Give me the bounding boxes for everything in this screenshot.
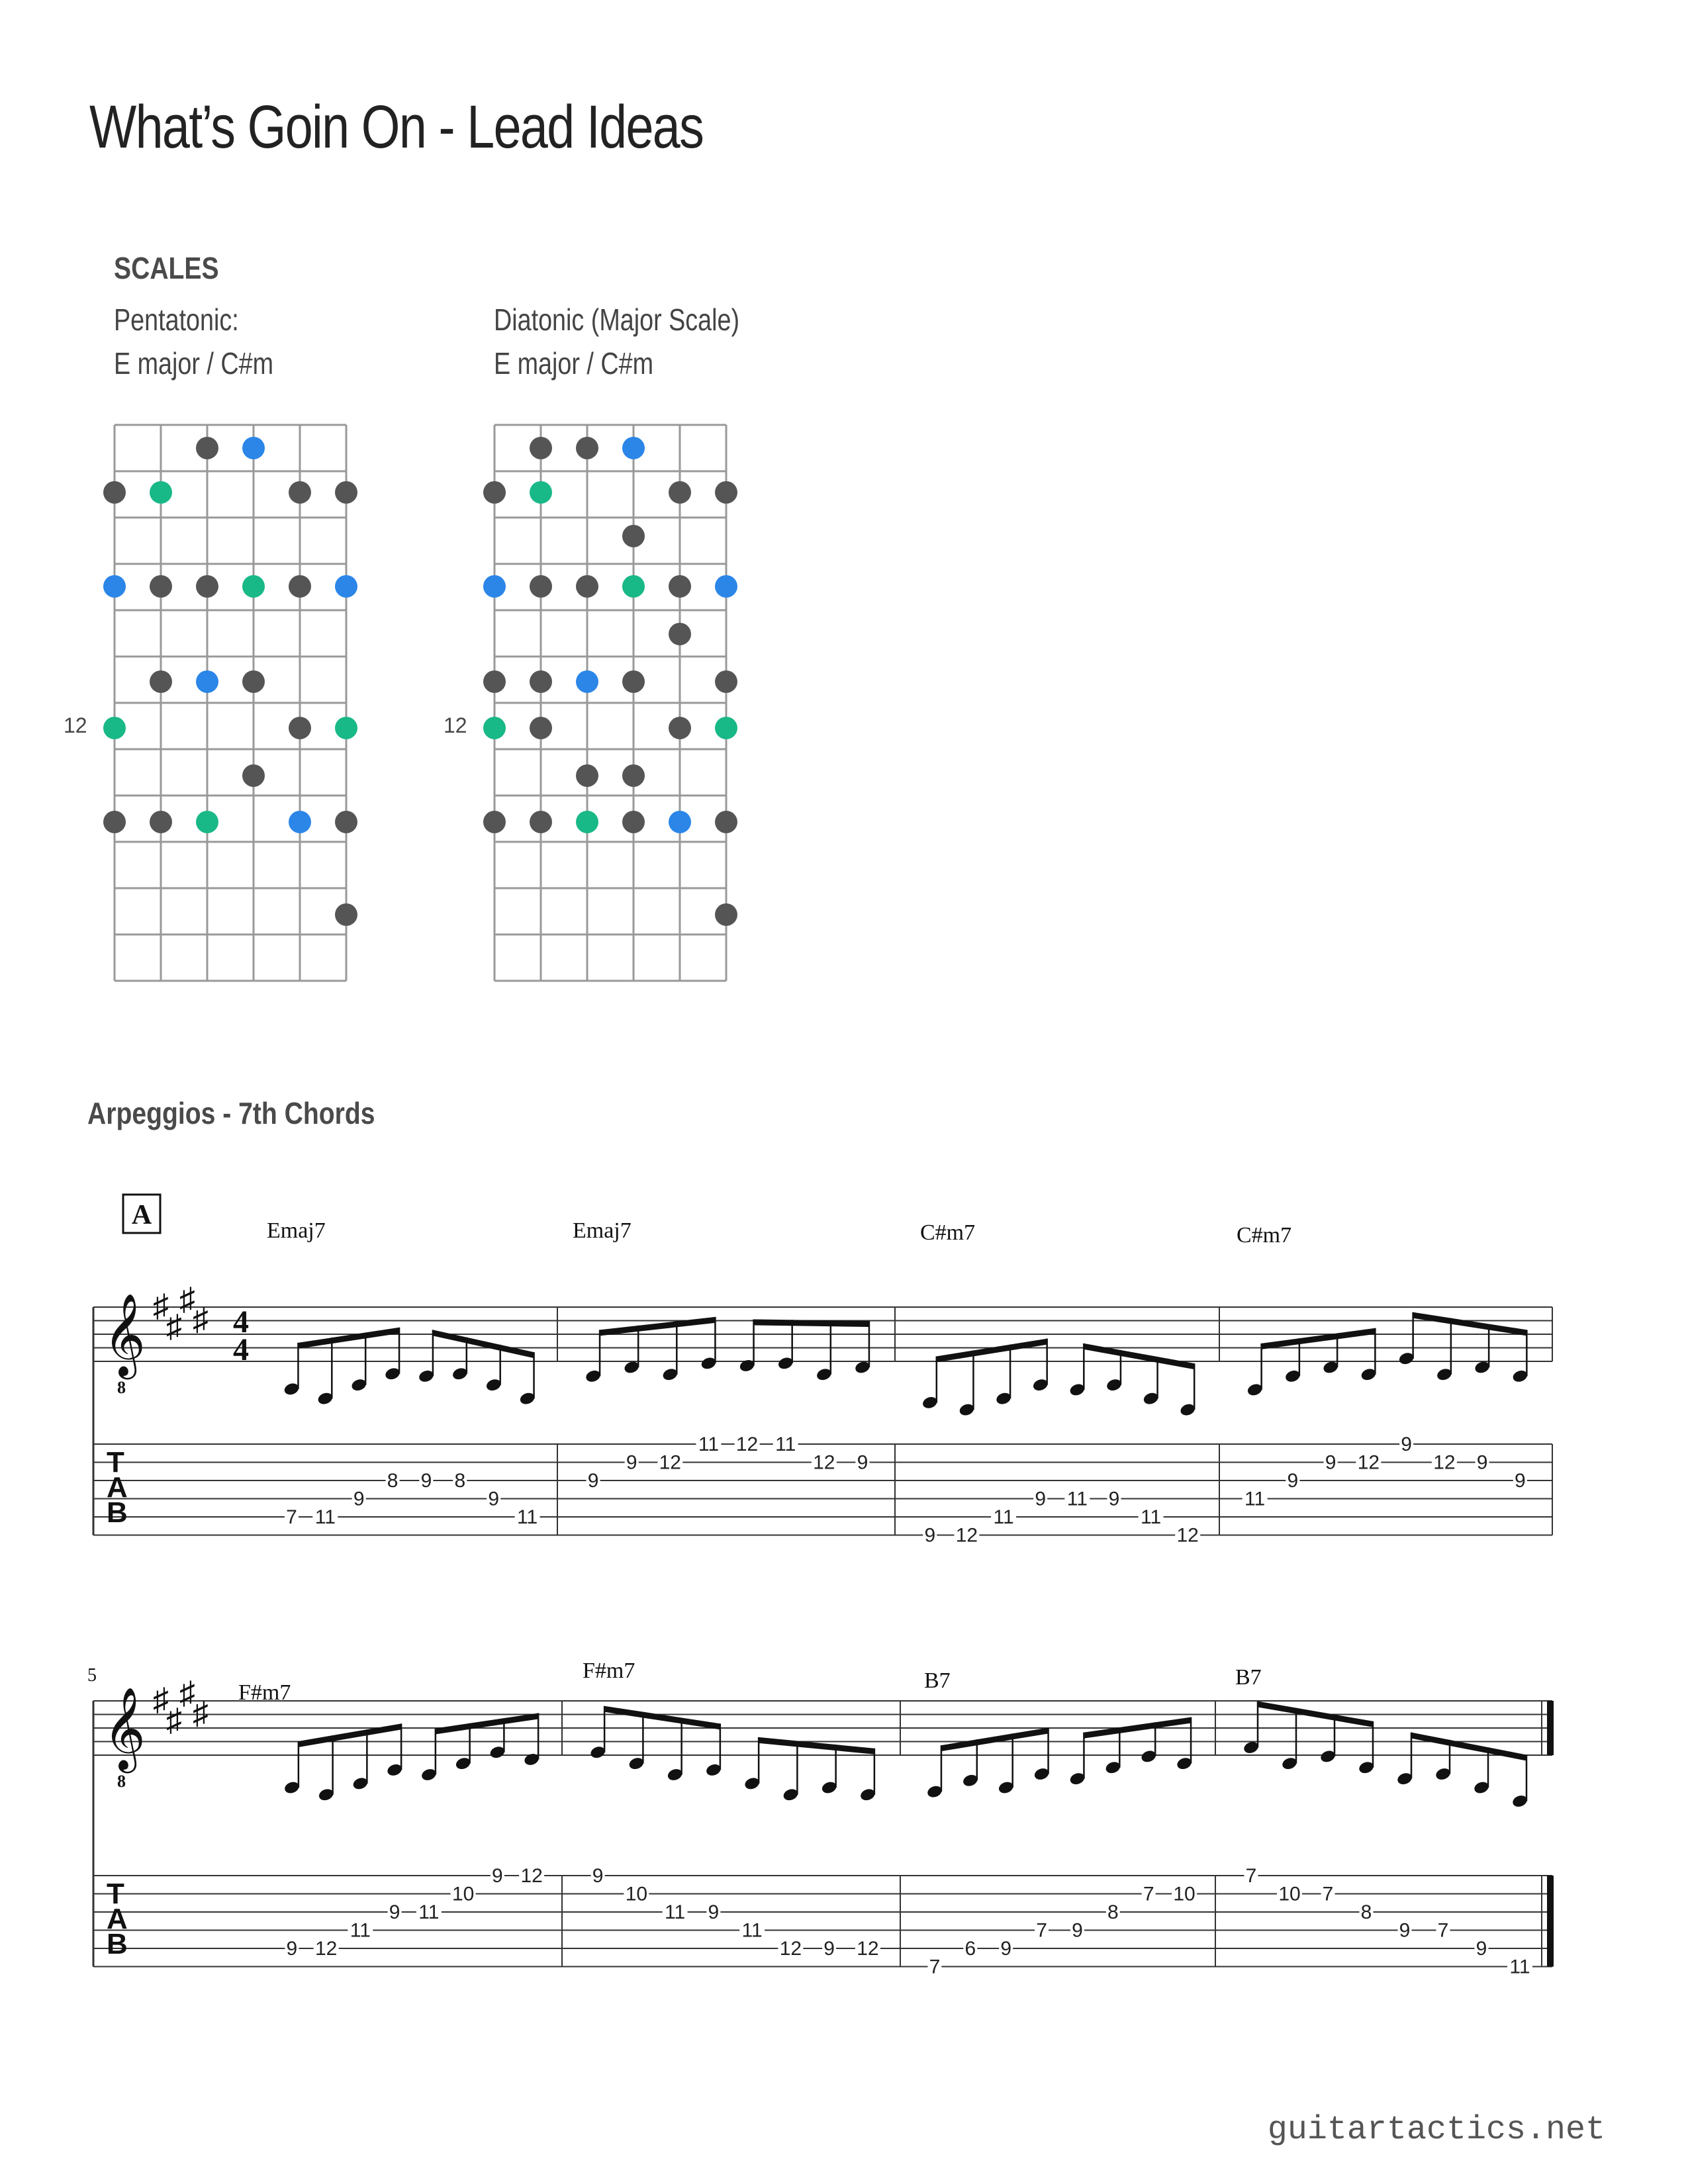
key-signature-sharp: ♯ — [153, 1289, 169, 1324]
key-signature-sharp: ♯ — [153, 1682, 169, 1717]
tab-fret-number: 7 — [1322, 1883, 1334, 1905]
tab-fret-number: 9 — [1072, 1919, 1083, 1942]
tab-fret-number: 8 — [454, 1470, 466, 1492]
tab-fret-number: 9 — [708, 1901, 720, 1923]
tab-fret-number: 8 — [1360, 1901, 1372, 1923]
tab-fret-number: 10 — [1278, 1883, 1301, 1905]
note-beam — [1413, 1312, 1527, 1336]
tab-fret-number: 9 — [1325, 1451, 1336, 1474]
tab-fret-number: 11 — [775, 1433, 796, 1455]
tab-fret-number: 9 — [492, 1865, 503, 1887]
note-beam — [298, 1328, 399, 1349]
tab-fret-number: 7 — [1143, 1883, 1154, 1905]
pentatonic-label-line1: Pentatonic: — [114, 302, 239, 337]
tab-fret-number: 12 — [735, 1433, 759, 1455]
tab-fret-number: 11 — [665, 1901, 686, 1923]
tab-fret-number: 11 — [741, 1919, 763, 1942]
tab-fret-number: 11 — [698, 1433, 720, 1455]
tab-clef-letter: A — [107, 1471, 128, 1504]
chord-symbol: C#m7 — [1237, 1223, 1292, 1248]
tab-fret-number: 11 — [1140, 1506, 1162, 1528]
diatonic-label-line2: E major / C#m — [494, 346, 654, 381]
rehearsal-mark — [123, 1195, 160, 1233]
tab-fret-number: 9 — [857, 1451, 868, 1474]
tab-fret-number: 9 — [587, 1470, 599, 1492]
tab-fret-number: 9 — [488, 1488, 500, 1510]
time-signature-digit: 4 — [233, 1332, 249, 1367]
tab-fret-number: 9 — [353, 1488, 365, 1510]
tab-fret-number: 12 — [955, 1524, 978, 1547]
rehearsal-mark-letter: A — [131, 1200, 152, 1230]
tab-fret-number: 6 — [964, 1938, 976, 1960]
treble-clef: 𝄞 — [103, 1690, 146, 1768]
chord-symbol: B7 — [924, 1668, 951, 1693]
note-beam — [1411, 1733, 1526, 1761]
note-beam — [937, 1339, 1047, 1363]
note-beam — [941, 1727, 1049, 1751]
tab-fret-number: 9 — [1476, 1938, 1487, 1960]
tab-fret-number: 12 — [1433, 1451, 1456, 1474]
tab-fret-number: 11 — [1244, 1488, 1266, 1510]
chord-symbol: Emaj7 — [573, 1218, 632, 1243]
tab-fret-number: 9 — [1000, 1938, 1012, 1960]
tab-fret-number: 7 — [929, 1956, 941, 1978]
key-signature-sharp: ♯ — [193, 1302, 209, 1338]
tab-fret-number: 9 — [420, 1470, 432, 1492]
tab-fret-number: 11 — [418, 1901, 440, 1923]
note-beam — [1262, 1328, 1376, 1349]
tab-fret-number: 12 — [1176, 1524, 1199, 1547]
tab-fret-number: 8 — [1107, 1901, 1119, 1923]
tab-clef-letter: T — [107, 1878, 124, 1910]
tab-fret-number: 9 — [389, 1901, 400, 1923]
note-beam — [759, 1737, 874, 1754]
tab-fret-number: 12 — [857, 1938, 879, 1960]
tab-fret-number: 9 — [1476, 1451, 1488, 1474]
pentatonic-fret-marker: 12 — [64, 713, 87, 737]
page-title: What’s Goin On - Lead Ideas — [89, 93, 704, 161]
note-beam — [600, 1317, 715, 1336]
system-2 — [87, 1659, 1554, 1978]
final-barline — [1547, 1876, 1554, 1967]
tab-fret-number: 9 — [1035, 1488, 1047, 1510]
tab-clef-letter: B — [107, 1928, 128, 1960]
tab-fret-number: 7 — [1437, 1919, 1449, 1942]
note-beam — [299, 1723, 401, 1747]
measure-number: 5 — [87, 1665, 97, 1686]
tab-fret-number: 12 — [659, 1451, 681, 1474]
tab-fret-number: 11 — [350, 1919, 371, 1942]
scales-heading: SCALES — [114, 251, 219, 285]
tab-fret-number: 12 — [314, 1938, 338, 1960]
tab-fret-number: 7 — [1036, 1919, 1047, 1942]
tab-fret-number: 7 — [286, 1506, 297, 1528]
tab-fret-number: 9 — [626, 1451, 637, 1474]
tab-fret-number: 9 — [1287, 1470, 1299, 1492]
chord-symbol: Emaj7 — [267, 1218, 326, 1243]
tab-fret-number: 12 — [1357, 1451, 1380, 1474]
tab-fret-number: 11 — [993, 1506, 1014, 1528]
tab-fret-number: 8 — [387, 1470, 399, 1492]
key-signature-sharp: ♯ — [166, 1702, 182, 1738]
tab-fret-number: 10 — [451, 1883, 475, 1905]
tab-fret-number: 10 — [625, 1883, 648, 1905]
tab-clef-letter: T — [107, 1446, 124, 1479]
key-signature-sharp: ♯ — [193, 1696, 209, 1731]
arpeggios-heading: Arpeggios - 7th Chords — [87, 1096, 375, 1130]
note-beam — [436, 1713, 538, 1734]
tab-fret-number: 11 — [516, 1506, 538, 1528]
tab-fret-number: 12 — [520, 1865, 543, 1887]
tab-fret-number: 12 — [779, 1938, 802, 1960]
final-barline — [1547, 1701, 1554, 1755]
tab-fret-number: 11 — [1509, 1956, 1530, 1978]
tab-fret-number: 9 — [1401, 1433, 1412, 1455]
chord-symbol: F#m7 — [583, 1659, 635, 1683]
tab-fret-number: 9 — [1108, 1488, 1120, 1510]
diatonic-fret-marker: 12 — [444, 713, 467, 737]
site-footer: guitartactics.net — [1267, 2111, 1605, 2149]
system-1 — [93, 1218, 1552, 1547]
note-beam — [604, 1706, 720, 1730]
treble-clef: 𝄞 — [103, 1296, 146, 1375]
time-signature-digit: 4 — [233, 1304, 249, 1340]
tab-fret-number: 9 — [286, 1938, 298, 1960]
tab-fret-number: 9 — [924, 1524, 936, 1547]
chord-symbol: C#m7 — [920, 1220, 976, 1245]
tab-clef-letter: B — [107, 1496, 128, 1529]
key-signature-sharp: ♯ — [166, 1308, 182, 1344]
tab-fret-number: 9 — [592, 1865, 604, 1887]
tab-fret-number: 9 — [1399, 1919, 1411, 1942]
tab-fret-number: 12 — [813, 1451, 835, 1474]
key-signature-sharp: ♯ — [179, 1675, 195, 1711]
key-signature-sharp: ♯ — [179, 1281, 195, 1317]
tab-fret-number: 10 — [1173, 1883, 1196, 1905]
tab-fret-number: 7 — [1245, 1865, 1257, 1887]
clef-octave-marker: 8 — [117, 1378, 126, 1397]
chord-symbol: F#m7 — [238, 1680, 291, 1705]
diatonic-label-line1: Diatonic (Major Scale) — [494, 302, 740, 337]
clef-octave-marker: 8 — [117, 1772, 126, 1791]
tab-clef-letter: A — [107, 1903, 128, 1935]
pentatonic-label-line2: E major / C#m — [114, 346, 274, 381]
tab-fret-number: 9 — [823, 1938, 835, 1960]
tab-fret-number: 9 — [1515, 1470, 1526, 1492]
tab-fret-number: 11 — [314, 1506, 336, 1528]
tab-fret-number: 11 — [1066, 1488, 1088, 1510]
chord-symbol: B7 — [1235, 1665, 1262, 1690]
